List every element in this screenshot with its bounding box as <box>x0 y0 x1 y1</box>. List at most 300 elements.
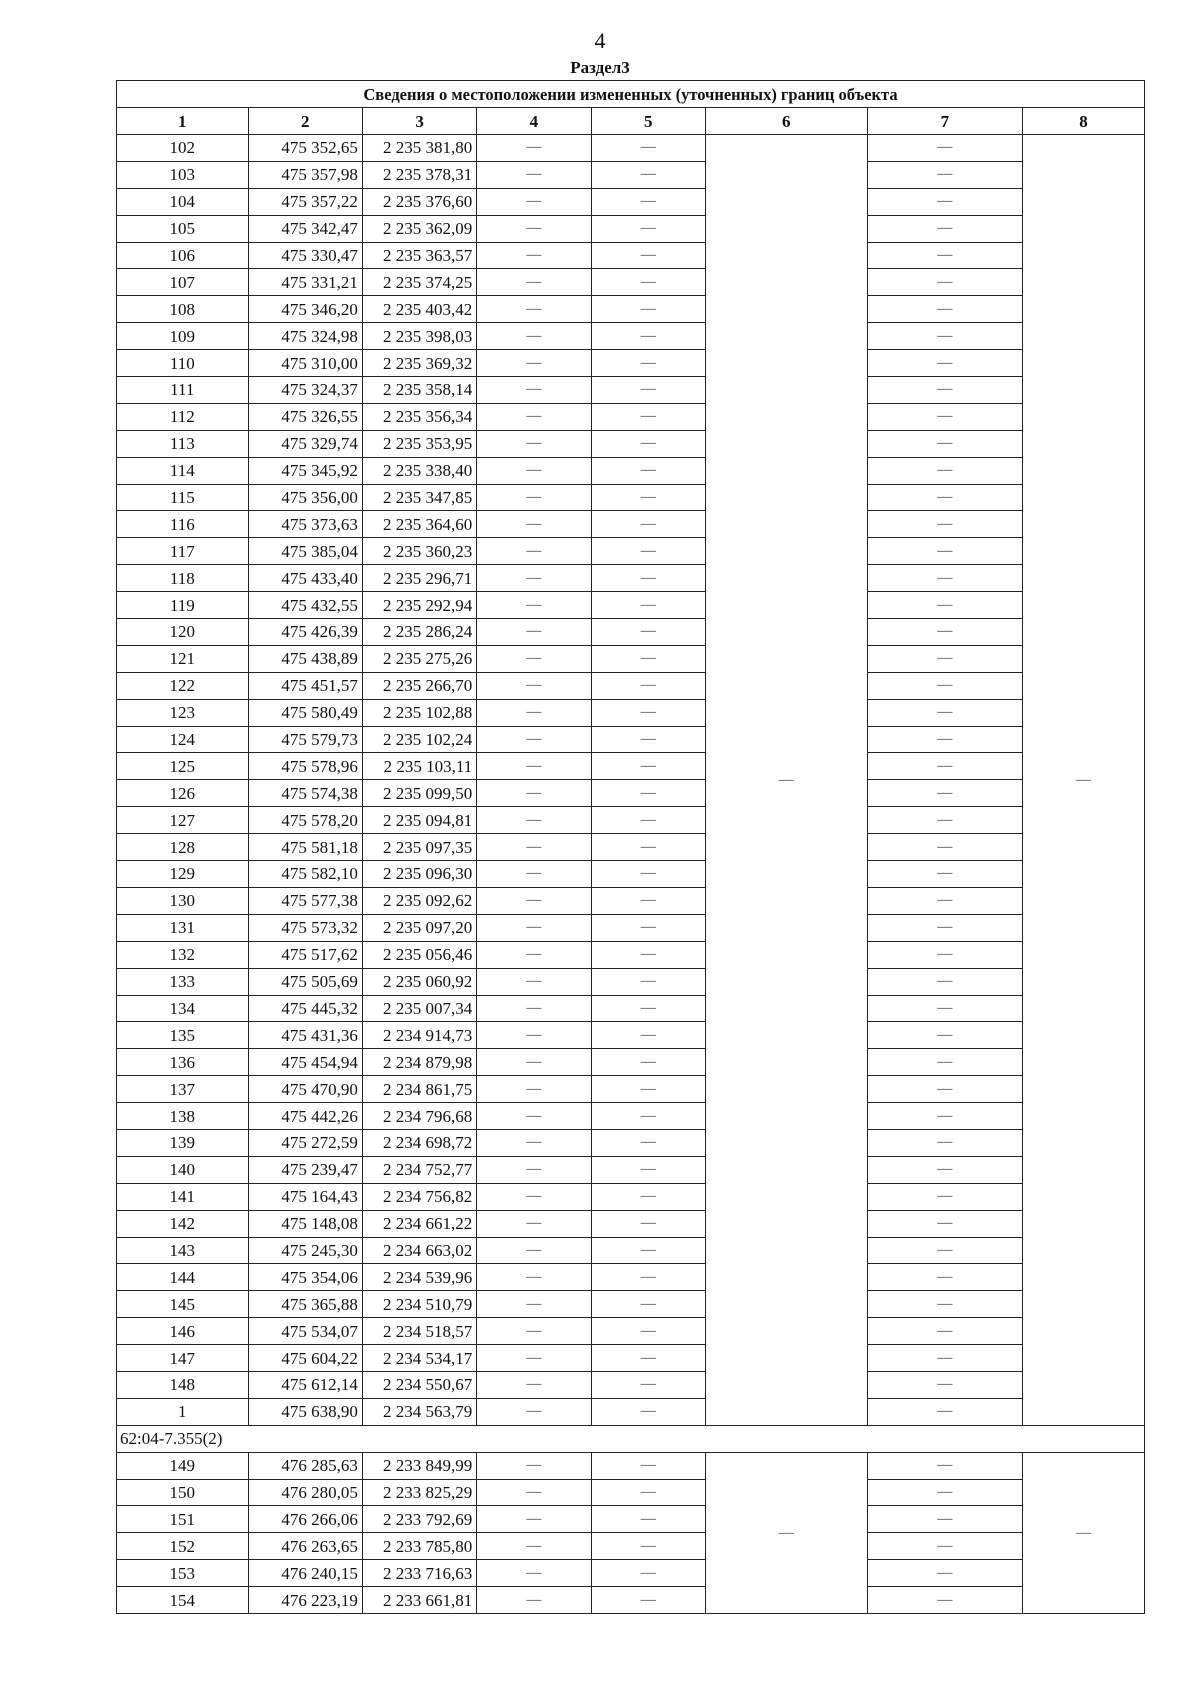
coord-x: 475 373,63 <box>248 511 362 538</box>
coord-y: 2 234 663,02 <box>362 1237 476 1264</box>
coord-y: 2 234 518,57 <box>362 1318 476 1345</box>
point-number: 137 <box>117 1076 249 1103</box>
coord-y: 2 235 363,57 <box>362 242 476 269</box>
col7-dash: — <box>867 780 1022 807</box>
section-title: Раздел3 <box>570 58 630 77</box>
coord-x: 475 329,74 <box>248 430 362 457</box>
table-row <box>117 1129 1145 1156</box>
col4-dash: — <box>477 1156 591 1183</box>
table-row <box>117 1291 1145 1318</box>
col7-dash: — <box>867 269 1022 296</box>
table-row <box>117 1371 1145 1398</box>
point-number: 109 <box>117 323 249 350</box>
col7-dash: — <box>867 861 1022 888</box>
col5-dash: — <box>591 1264 705 1291</box>
col4-dash: — <box>477 296 591 323</box>
col4-dash: — <box>477 780 591 807</box>
coord-y: 2 235 056,46 <box>362 941 476 968</box>
coord-y: 2 235 338,40 <box>362 457 476 484</box>
table-row <box>117 780 1145 807</box>
point-number: 144 <box>117 1264 249 1291</box>
table-row <box>117 1479 1145 1506</box>
col8-dash: — <box>1075 1525 1091 1542</box>
coord-x: 475 581,18 <box>248 834 362 861</box>
col4-dash: — <box>477 350 591 377</box>
point-number: 118 <box>117 565 249 592</box>
col4-dash: — <box>477 1237 591 1264</box>
col7-dash: — <box>867 995 1022 1022</box>
col4-dash: — <box>477 1022 591 1049</box>
col8-dash: — <box>1075 772 1091 789</box>
coord-x: 475 432,55 <box>248 592 362 619</box>
table-row <box>117 1183 1145 1210</box>
point-number: 122 <box>117 672 249 699</box>
col5-dash: — <box>591 1345 705 1372</box>
col5-dash: — <box>591 565 705 592</box>
col5-dash: — <box>591 1533 705 1560</box>
point-number: 117 <box>117 538 249 565</box>
table-row <box>117 861 1145 888</box>
col7-dash: — <box>867 565 1022 592</box>
col7-dash: — <box>867 1371 1022 1398</box>
table-row <box>117 323 1145 350</box>
point-number: 147 <box>117 1345 249 1372</box>
coord-y: 2 235 097,35 <box>362 834 476 861</box>
table-row <box>117 1022 1145 1049</box>
col5-dash: — <box>591 457 705 484</box>
coord-y: 2 235 102,88 <box>362 699 476 726</box>
point-number: 1 <box>117 1398 249 1425</box>
coord-y: 2 235 381,80 <box>362 135 476 162</box>
coord-x: 475 324,98 <box>248 323 362 350</box>
table-row <box>117 1398 1145 1425</box>
point-number: 124 <box>117 726 249 753</box>
col7-dash: — <box>867 1452 1022 1479</box>
table-row <box>117 753 1145 780</box>
coord-x: 475 505,69 <box>248 968 362 995</box>
col7-dash: — <box>867 1506 1022 1533</box>
column-header-4: 4 <box>477 108 591 135</box>
coord-y: 2 234 861,75 <box>362 1076 476 1103</box>
table-row <box>117 484 1145 511</box>
col7-dash: — <box>867 834 1022 861</box>
table-row <box>117 188 1145 215</box>
col7-dash: — <box>867 161 1022 188</box>
point-number: 150 <box>117 1479 249 1506</box>
col4-dash: — <box>477 753 591 780</box>
col7-dash: — <box>867 1318 1022 1345</box>
coord-x: 475 385,04 <box>248 538 362 565</box>
point-number: 104 <box>117 188 249 215</box>
col5-dash: — <box>591 188 705 215</box>
coord-x: 475 324,37 <box>248 377 362 404</box>
col5-dash: — <box>591 1560 705 1587</box>
page-number: 4 <box>594 28 606 53</box>
column-header-7: 7 <box>867 108 1022 135</box>
point-number: 132 <box>117 941 249 968</box>
col5-dash: — <box>591 619 705 646</box>
coord-y: 2 235 378,31 <box>362 161 476 188</box>
col7-dash: — <box>867 1264 1022 1291</box>
col4-dash: — <box>477 1533 591 1560</box>
coord-x: 475 148,08 <box>248 1210 362 1237</box>
col7-dash: — <box>867 1156 1022 1183</box>
col5-dash: — <box>591 995 705 1022</box>
coord-x: 475 357,98 <box>248 161 362 188</box>
table-row <box>117 269 1145 296</box>
col7-dash: — <box>867 914 1022 941</box>
col6-dash: — <box>778 1525 794 1542</box>
col4-dash: — <box>477 941 591 968</box>
coord-y: 2 235 364,60 <box>362 511 476 538</box>
coord-x: 475 517,62 <box>248 941 362 968</box>
point-number: 116 <box>117 511 249 538</box>
col6-merged-cell <box>705 1452 867 1613</box>
coord-y: 2 235 374,25 <box>362 269 476 296</box>
point-number: 121 <box>117 645 249 672</box>
col5-dash: — <box>591 807 705 834</box>
coord-x: 475 354,06 <box>248 1264 362 1291</box>
col7-dash: — <box>867 511 1022 538</box>
coord-y: 2 233 661,81 <box>362 1587 476 1614</box>
col5-dash: — <box>591 672 705 699</box>
coord-y: 2 234 914,73 <box>362 1022 476 1049</box>
point-number: 143 <box>117 1237 249 1264</box>
coord-x: 475 433,40 <box>248 565 362 592</box>
col7-dash: — <box>867 1533 1022 1560</box>
point-number: 111 <box>117 377 249 404</box>
col5-dash: — <box>591 484 705 511</box>
col5-dash: — <box>591 430 705 457</box>
coord-y: 2 235 096,30 <box>362 861 476 888</box>
col4-dash: — <box>477 430 591 457</box>
point-number: 112 <box>117 403 249 430</box>
col4-dash: — <box>477 995 591 1022</box>
col4-dash: — <box>477 1560 591 1587</box>
col7-dash: — <box>867 1560 1022 1587</box>
table-row <box>117 215 1145 242</box>
coord-x: 475 579,73 <box>248 726 362 753</box>
coord-y: 2 233 825,29 <box>362 1479 476 1506</box>
coord-y: 2 235 347,85 <box>362 484 476 511</box>
point-number: 120 <box>117 619 249 646</box>
table-row <box>117 430 1145 457</box>
table-caption: Сведения о местоположении измененных (уточненных) границ объекта <box>117 81 1145 108</box>
coord-y: 2 235 353,95 <box>362 430 476 457</box>
coord-x: 475 442,26 <box>248 1103 362 1130</box>
coord-y: 2 234 661,22 <box>362 1210 476 1237</box>
point-number: 123 <box>117 699 249 726</box>
coord-x: 475 357,22 <box>248 188 362 215</box>
table-row <box>117 672 1145 699</box>
col7-dash: — <box>867 1183 1022 1210</box>
col7-dash: — <box>867 484 1022 511</box>
col5-dash: — <box>591 1156 705 1183</box>
col7-dash: — <box>867 1291 1022 1318</box>
col5-dash: — <box>591 914 705 941</box>
col5-dash: — <box>591 1398 705 1425</box>
table-row <box>117 296 1145 323</box>
coord-y: 2 234 563,79 <box>362 1398 476 1425</box>
table-row <box>117 645 1145 672</box>
col4-dash: — <box>477 1291 591 1318</box>
col5-dash: — <box>591 1129 705 1156</box>
coord-y: 2 235 292,94 <box>362 592 476 619</box>
point-number: 148 <box>117 1371 249 1398</box>
col7-dash: — <box>867 1345 1022 1372</box>
coord-y: 2 233 849,99 <box>362 1452 476 1479</box>
point-number: 152 <box>117 1533 249 1560</box>
col4-dash: — <box>477 1049 591 1076</box>
col4-dash: — <box>477 1129 591 1156</box>
col8-merged-cell <box>1022 135 1144 1426</box>
col5-dash: — <box>591 538 705 565</box>
table-row <box>117 1237 1145 1264</box>
col7-dash: — <box>867 726 1022 753</box>
point-number: 153 <box>117 1560 249 1587</box>
column-header-3: 3 <box>362 108 476 135</box>
coord-y: 2 235 275,26 <box>362 645 476 672</box>
col4-dash: — <box>477 968 591 995</box>
column-header-6: 6 <box>705 108 867 135</box>
coord-x: 475 574,38 <box>248 780 362 807</box>
col4-dash: — <box>477 323 591 350</box>
coord-x: 475 582,10 <box>248 861 362 888</box>
col5-dash: — <box>591 403 705 430</box>
point-number: 131 <box>117 914 249 941</box>
table-row <box>117 968 1145 995</box>
point-number: 142 <box>117 1210 249 1237</box>
col5-dash: — <box>591 780 705 807</box>
col7-dash: — <box>867 1237 1022 1264</box>
col4-dash: — <box>477 1076 591 1103</box>
table-row <box>117 1318 1145 1345</box>
col7-dash: — <box>867 1479 1022 1506</box>
col5-dash: — <box>591 968 705 995</box>
col7-dash: — <box>867 1076 1022 1103</box>
col5-dash: — <box>591 323 705 350</box>
col4-dash: — <box>477 645 591 672</box>
col4-dash: — <box>477 403 591 430</box>
coord-y: 2 234 510,79 <box>362 1291 476 1318</box>
coord-x: 475 245,30 <box>248 1237 362 1264</box>
point-number: 107 <box>117 269 249 296</box>
col5-dash: — <box>591 1103 705 1130</box>
table-row <box>117 538 1145 565</box>
point-number: 110 <box>117 350 249 377</box>
table-row <box>117 457 1145 484</box>
coord-x: 475 342,47 <box>248 215 362 242</box>
coord-y: 2 235 362,09 <box>362 215 476 242</box>
coord-x: 476 223,19 <box>248 1587 362 1614</box>
col5-dash: — <box>591 1452 705 1479</box>
col5-dash: — <box>591 296 705 323</box>
col4-dash: — <box>477 1398 591 1425</box>
col5-dash: — <box>591 161 705 188</box>
coord-y: 2 234 550,67 <box>362 1371 476 1398</box>
col5-dash: — <box>591 941 705 968</box>
col4-dash: — <box>477 1452 591 1479</box>
col4-dash: — <box>477 834 591 861</box>
coord-y: 2 235 358,14 <box>362 377 476 404</box>
col4-dash: — <box>477 565 591 592</box>
col5-dash: — <box>591 350 705 377</box>
table-row <box>117 619 1145 646</box>
table-row <box>117 403 1145 430</box>
coord-x: 475 352,65 <box>248 135 362 162</box>
table-row <box>117 135 1145 162</box>
col7-dash: — <box>867 1210 1022 1237</box>
table-row <box>117 1156 1145 1183</box>
table-row <box>117 161 1145 188</box>
group-label-row <box>117 1425 1145 1452</box>
coord-y: 2 235 266,70 <box>362 672 476 699</box>
col4-dash: — <box>477 269 591 296</box>
col6-dash: — <box>778 772 794 789</box>
col7-dash: — <box>867 1103 1022 1130</box>
col7-dash: — <box>867 323 1022 350</box>
col5-dash: — <box>591 834 705 861</box>
coord-y: 2 233 716,63 <box>362 1560 476 1587</box>
col7-dash: — <box>867 296 1022 323</box>
coord-y: 2 235 097,20 <box>362 914 476 941</box>
col4-dash: — <box>477 699 591 726</box>
col7-dash: — <box>867 699 1022 726</box>
col4-dash: — <box>477 1103 591 1130</box>
col5-dash: — <box>591 215 705 242</box>
coord-y: 2 234 756,82 <box>362 1183 476 1210</box>
point-number: 145 <box>117 1291 249 1318</box>
point-number: 135 <box>117 1022 249 1049</box>
col8-merged-cell <box>1022 1452 1144 1613</box>
col5-dash: — <box>591 592 705 619</box>
col4-dash: — <box>477 807 591 834</box>
coord-y: 2 234 698,72 <box>362 1129 476 1156</box>
coord-y: 2 235 007,34 <box>362 995 476 1022</box>
coord-x: 475 346,20 <box>248 296 362 323</box>
coord-y: 2 235 103,11 <box>362 753 476 780</box>
coord-y: 2 235 369,32 <box>362 350 476 377</box>
col5-dash: — <box>591 1291 705 1318</box>
coord-y: 2 235 376,60 <box>362 188 476 215</box>
coord-x: 475 445,32 <box>248 995 362 1022</box>
coord-y: 2 235 360,23 <box>362 538 476 565</box>
point-number: 106 <box>117 242 249 269</box>
table-row <box>117 1506 1145 1533</box>
coord-x: 475 534,07 <box>248 1318 362 1345</box>
col4-dash: — <box>477 538 591 565</box>
coord-y: 2 235 296,71 <box>362 565 476 592</box>
col4-dash: — <box>477 1371 591 1398</box>
coord-x: 475 451,57 <box>248 672 362 699</box>
col7-dash: — <box>867 1129 1022 1156</box>
coord-x: 475 239,47 <box>248 1156 362 1183</box>
col7-dash: — <box>867 753 1022 780</box>
table-row <box>117 1103 1145 1130</box>
coord-y: 2 233 792,69 <box>362 1506 476 1533</box>
col4-dash: — <box>477 672 591 699</box>
table-row <box>117 242 1145 269</box>
col5-dash: — <box>591 699 705 726</box>
coord-y: 2 235 094,81 <box>362 807 476 834</box>
table-row <box>117 1452 1145 1479</box>
coord-x: 475 356,00 <box>248 484 362 511</box>
col4-dash: — <box>477 1318 591 1345</box>
coord-x: 475 454,94 <box>248 1049 362 1076</box>
col5-dash: — <box>591 645 705 672</box>
col4-dash: — <box>477 1587 591 1614</box>
table-row <box>117 1264 1145 1291</box>
table-row <box>117 1560 1145 1587</box>
point-number: 126 <box>117 780 249 807</box>
point-number: 149 <box>117 1452 249 1479</box>
coord-y: 2 234 534,17 <box>362 1345 476 1372</box>
column-header-5: 5 <box>591 108 705 135</box>
col7-dash: — <box>867 135 1022 162</box>
col7-dash: — <box>867 1049 1022 1076</box>
point-number: 119 <box>117 592 249 619</box>
coord-y: 2 235 102,24 <box>362 726 476 753</box>
col5-dash: — <box>591 1076 705 1103</box>
point-number: 141 <box>117 1183 249 1210</box>
col5-dash: — <box>591 1318 705 1345</box>
group-label: 62:04-7.355(2) <box>117 1425 1145 1452</box>
table-row <box>117 887 1145 914</box>
col4-dash: — <box>477 188 591 215</box>
point-number: 134 <box>117 995 249 1022</box>
col5-dash: — <box>591 242 705 269</box>
col7-dash: — <box>867 350 1022 377</box>
coord-y: 2 233 785,80 <box>362 1533 476 1560</box>
col5-dash: — <box>591 1022 705 1049</box>
col4-dash: — <box>477 1345 591 1372</box>
col5-dash: — <box>591 1506 705 1533</box>
col7-dash: — <box>867 592 1022 619</box>
point-number: 125 <box>117 753 249 780</box>
col7-dash: — <box>867 1587 1022 1614</box>
coord-x: 475 330,47 <box>248 242 362 269</box>
coord-y: 2 235 060,92 <box>362 968 476 995</box>
coord-x: 475 612,14 <box>248 1371 362 1398</box>
col6-merged-cell <box>705 135 867 1426</box>
col7-dash: — <box>867 457 1022 484</box>
point-number: 154 <box>117 1587 249 1614</box>
col4-dash: — <box>477 887 591 914</box>
coord-x: 476 240,15 <box>248 1560 362 1587</box>
coordinates-table <box>116 80 1145 1614</box>
col5-dash: — <box>591 726 705 753</box>
coord-y: 2 235 092,62 <box>362 887 476 914</box>
point-number: 128 <box>117 834 249 861</box>
col5-dash: — <box>591 1183 705 1210</box>
coord-x: 475 431,36 <box>248 1022 362 1049</box>
coord-x: 475 345,92 <box>248 457 362 484</box>
col7-dash: — <box>867 538 1022 565</box>
col7-dash: — <box>867 941 1022 968</box>
point-number: 139 <box>117 1129 249 1156</box>
coord-y: 2 235 356,34 <box>362 403 476 430</box>
col4-dash: — <box>477 1506 591 1533</box>
point-number: 136 <box>117 1049 249 1076</box>
point-number: 114 <box>117 457 249 484</box>
point-number: 102 <box>117 135 249 162</box>
coord-x: 475 573,32 <box>248 914 362 941</box>
point-number: 130 <box>117 887 249 914</box>
col4-dash: — <box>477 1210 591 1237</box>
table-row <box>117 565 1145 592</box>
point-number: 113 <box>117 430 249 457</box>
col4-dash: — <box>477 1264 591 1291</box>
